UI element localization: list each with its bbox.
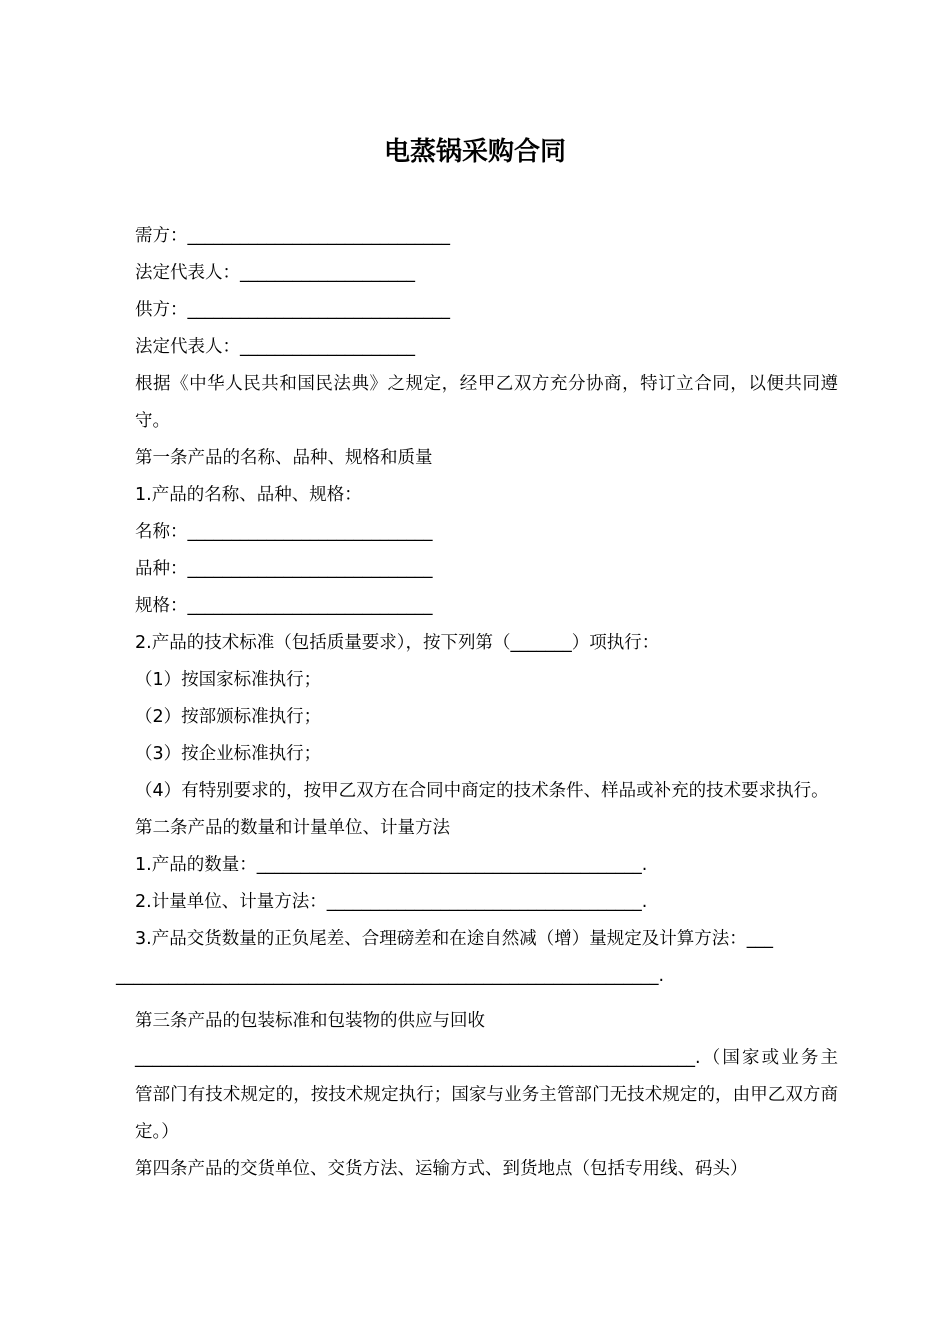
article-1-heading: 第一条产品的名称、品种、规格和质量 bbox=[135, 448, 433, 468]
buyer-representative-line: 法定代表人：____________________ bbox=[135, 263, 415, 283]
article-2-item-1: 1.产品的数量：____________________________________________. bbox=[135, 855, 648, 875]
seller-representative-line: 法定代表人：____________________ bbox=[135, 337, 415, 357]
article-2-item-3: 3.产品交货数量的正负尾差、合理磅差和在途自然减（增）量规定及计算方法：___ bbox=[135, 929, 773, 949]
article-3-body: ________________________________________________________________.（国家或业务主管部门有技术规定的，按技术规定执行；国家与业务主管部门无技术规定的，由甲乙双方商定。） bbox=[135, 1048, 838, 1142]
document-title: 电蒸锅采购合同 bbox=[383, 137, 566, 167]
product-name-line: 名称：____________________________ bbox=[135, 522, 433, 542]
standard-option-4: （4）有特别要求的，按甲乙双方在合同中商定的技术条件、样品或补充的技术要求执行。 bbox=[135, 781, 829, 801]
article-1-item-1: 1.产品的名称、品种、规格： bbox=[135, 485, 362, 505]
article-2-item-2: 2.计量单位、计量方法：____________________________________. bbox=[135, 892, 648, 912]
buyer-line: 需方：______________________________ bbox=[135, 226, 450, 246]
document-body bbox=[116, 218, 838, 1188]
standard-option-3: （3）按企业标准执行； bbox=[135, 744, 322, 764]
article-2-heading: 第二条产品的数量和计量单位、计量方法 bbox=[135, 818, 450, 838]
standard-option-1: （1）按国家标准执行； bbox=[135, 670, 322, 690]
seller-line: 供方：______________________________ bbox=[135, 300, 450, 320]
article-4-heading: 第四条产品的交货单位、交货方法、运输方式、到货地点（包括专用线、码头） bbox=[135, 1159, 748, 1179]
standard-option-2: （2）按部颁标准执行； bbox=[135, 707, 322, 727]
preamble-paragraph: 根据《中华人民共和国民法典》之规定，经甲乙双方充分协商，特订立合同，以便共同遵守。 bbox=[135, 374, 838, 431]
product-spec-line: 规格：____________________________ bbox=[135, 596, 433, 616]
article-2-item-3-continued: ______________________________________________________________. bbox=[116, 966, 665, 986]
article-1-item-2: 2.产品的技术标准（包括质量要求），按下列第（_______）项执行： bbox=[135, 633, 660, 653]
spacer bbox=[116, 995, 838, 1003]
product-variety-line: 品种：____________________________ bbox=[135, 559, 433, 579]
article-3-heading: 第三条产品的包装标准和包装物的供应与回收 bbox=[135, 1011, 485, 1031]
